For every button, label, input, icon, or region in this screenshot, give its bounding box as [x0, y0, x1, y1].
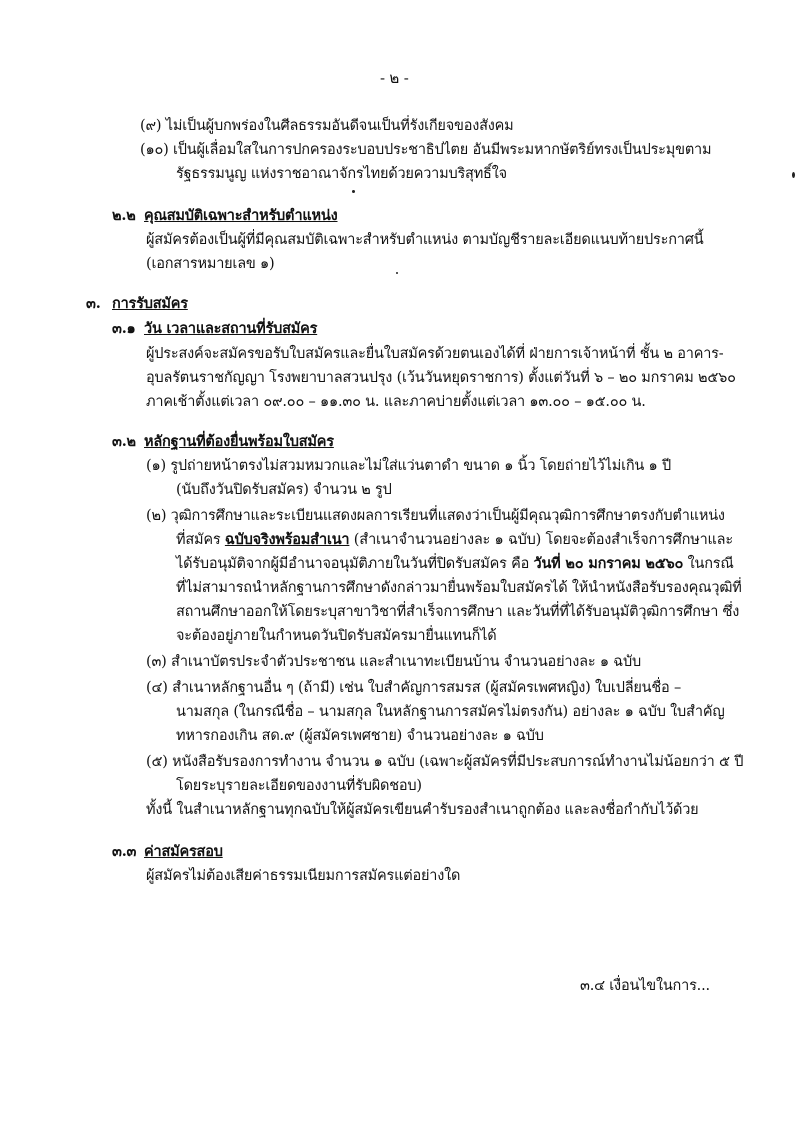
document-item-4-line-3: ทหารกองเกิน สด.๙ (ผู้สมัครเพศชาย) จำนวนอย่างละ ๑ ฉบับ: [176, 728, 544, 744]
certification-note: ทั้งนี้ ในสำเนาหลักฐานทุกฉบับให้ผู้สมัครเขียนคำรับรองสำเนาถูกต้อง และลงชื่อกำกับไว้ด้วย: [146, 802, 699, 818]
document-item-2-line-3-suffix: ในกรณี: [687, 556, 734, 572]
closing-date-emphasis: วันที่ ๒๐ มกราคม ๒๕๖๐: [533, 555, 684, 572]
document-item-2-line-2-suffix: (สำเนาจำนวนอย่างละ ๑ ฉบับ) โดยจะต้องสำเร็จการศึกษาและ: [353, 532, 733, 548]
scan-speck: [352, 190, 355, 193]
document-item-1-line-1: (๑) รูปถ่ายหน้าตรงไม่สวมหมวกและไม่ใส่แว่นตาดำ ขนาด ๑ นิ้ว โดยถ่ายไว้ไม่เกิน ๑ ปี: [146, 458, 671, 474]
document-item-1-line-2: (นับถึงวันปิดรับสมัคร) จำนวน ๒ รูป: [176, 482, 392, 498]
document-item-3: (๓) สำเนาบัตรประจำตัวประชาชน และสำเนาทะเบียนบ้าน จำนวนอย่างละ ๑ ฉบับ: [146, 654, 641, 670]
document-item-2-line-1: (๒) วุฒิการศึกษาและระเบียนแสดงผลการเรียนที่แสดงว่าเป็นผู้มีคุณวุฒิการศึกษาตรงกับตำแหน่ง: [146, 508, 725, 524]
section-3-1-text-line-3: ภาคเช้าตั้งแต่เวลา ๐๙.๐๐ – ๑๑.๓๐ น. และภาคบ่ายตั้งแต่เวลา ๑๓.๐๐ – ๑๕.๐๐ น.: [146, 394, 646, 410]
section-3-2-number: ๓.๒: [112, 433, 136, 450]
document-item-4-line-2: นามสกุล (ในกรณีชื่อ – นามสกุล ในหลักฐานการสมัครไม่ตรงกัน) อย่างละ ๑ ฉบับ ใบสำคัญ: [176, 704, 725, 720]
document-item-2-line-2-prefix: ที่สมัคร: [176, 532, 221, 548]
section-2-2-number: ๒.๒: [112, 207, 136, 224]
scan-speck: [396, 272, 398, 274]
qualification-item-9: (๙) ไม่เป็นผู้บกพร่องในศีลธรรมอันดีจนเป็นที่รังเกียจของสังคม: [140, 118, 514, 134]
section-3-2-title: หลักฐานที่ต้องยื่นพร้อมใบสมัคร: [144, 433, 334, 450]
section-3-1-number: ๓.๑: [112, 320, 136, 337]
continuation-text: ๓.๔ เงื่อนไขในการ...: [580, 978, 710, 994]
original-with-copy-emphasis: ฉบับจริงพร้อมสำเนา: [224, 531, 350, 548]
document-item-2-line-3: [176, 554, 734, 574]
document-item-2-line-4: ที่ไม่สามารถนำหลักฐานการศึกษาดังกล่าวมายื่นพร้อมใบสมัครได้ ให้นำหนังสือรับรองคุณวุฒิที่: [176, 580, 742, 596]
section-3-3-text: ผู้สมัครไม่ต้องเสียค่าธรรมเนียมการสมัครแต่อย่างใด: [146, 868, 461, 884]
document-item-2-line-3-prefix: ได้รับอนุมัติจากผู้มีอำนาจอนุมัติภายในวันที่ปิดรับสมัคร คือ: [176, 556, 530, 572]
document-item-2-line-5: สถานศึกษาออกให้โดยระบุสาขาวิชาที่สำเร็จการศึกษา และวันที่ที่ได้รับอนุมัติวุฒิการศึกษา ซึ่ง: [176, 604, 740, 620]
section-3-1-text-line-2: อุบลรัตนราชกัญญา โรงพยาบาลสวนปรุง (เว้นวันหยุดราชการ) ตั้งแต่วันที่ ๖ – ๒๐ มกราคม ๒๕๖๐: [146, 370, 736, 386]
document-item-5-line-1: (๕) หนังสือรับรองการทำงาน จำนวน ๑ ฉบับ (เฉพาะผู้สมัครที่มีประสบการณ์ทำงานไม่น้อยกว่า ๕ ปี: [146, 754, 744, 770]
section-3-1-title: วัน เวลาและสถานที่รับสมัคร: [144, 320, 318, 337]
section-3-number: ๓.: [86, 295, 101, 312]
document-item-2-line-6: จะต้องอยู่ภายในกำหนดวันปิดรับสมัครมายื่นแทนก็ได้: [176, 628, 497, 644]
section-3-3-title: ค่าสมัครสอบ: [144, 843, 223, 860]
qualification-item-10-line-1: (๑๐) เป็นผู้เลื่อมใสในการปกครองระบอบประชาธิปไตย อันมีพระมหากษัตริย์ทรงเป็นประมุขตาม: [140, 142, 712, 158]
page-number: - ๒ -: [380, 69, 409, 87]
section-3-3-number: ๓.๓: [112, 843, 137, 860]
section-2-2-title: คุณสมบัติเฉพาะสำหรับตำแหน่ง: [144, 207, 338, 224]
section-3-title: การรับสมัคร: [112, 295, 188, 312]
section-2-2-text-line-1: ผู้สมัครต้องเป็นผู้ที่มีคุณสมบัติเฉพาะสำหรับตำแหน่ง ตามบัญชีรายละเอียดแนบท้ายประกาศนี้: [146, 232, 704, 248]
document-item-2-line-2: [176, 530, 733, 550]
scan-speck: [792, 172, 795, 178]
document-item-5-line-2: โดยระบุรายละเอียดของงานที่รับผิดชอบ): [176, 778, 422, 794]
qualification-item-10-line-2: รัฐธรรมนูญ แห่งราชอาณาจักรไทยด้วยความบริสุทธิ์ใจ: [176, 166, 507, 182]
section-2-2-text-line-2: (เอกสารหมายเลข ๑): [146, 256, 275, 272]
document-item-4-line-1: (๔) สำเนาหลักฐานอื่น ๆ (ถ้ามี) เช่น ใบสำคัญการสมรส (ผู้สมัครเพศหญิง) ใบเปลี่ยนชื่อ –: [146, 680, 681, 696]
section-3-1-text-line-1: ผู้ประสงค์จะสมัครขอรับใบสมัครและยื่นใบสมัครด้วยตนเองได้ที่ ฝ่ายการเจ้าหน้าที่ ชั้น ๒ อาคาร-: [146, 346, 724, 362]
